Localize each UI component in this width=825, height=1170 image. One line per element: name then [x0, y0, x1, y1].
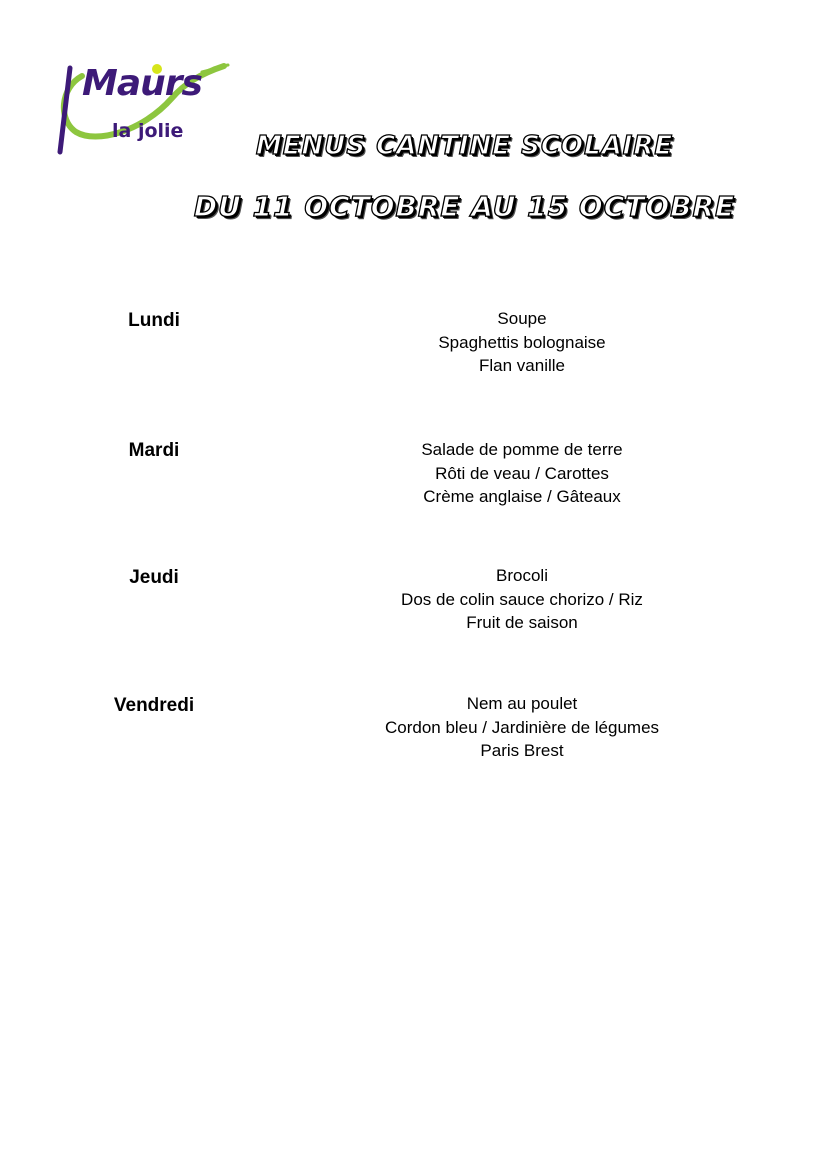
- menu-mardi: [322, 438, 722, 509]
- dish-starter: Salade de pomme de terre: [421, 440, 623, 459]
- menu-vendredi: [322, 692, 722, 763]
- dish-starter: Nem au poulet: [466, 694, 578, 713]
- day-label-mardi: Mardi: [128, 440, 180, 461]
- dish-dessert: Crème anglaise / Gâteaux: [423, 487, 621, 506]
- dish-main: Rôti de veau / Carottes: [435, 463, 609, 483]
- dish-starter: Soupe: [497, 309, 547, 328]
- dish-main: Spaghettis bolognaise: [438, 332, 606, 352]
- dish-dessert: Paris Brest: [480, 741, 564, 760]
- logo-tagline: la jolie: [112, 120, 184, 142]
- day-label-jeudi: Jeudi: [129, 567, 179, 588]
- day-label-lundi: Lundi: [128, 310, 180, 331]
- dish-starter: Brocoli: [496, 566, 548, 585]
- logo-name: Maurs: [82, 63, 202, 104]
- dish-dessert: Flan vanille: [479, 356, 565, 375]
- date-range-title: DU 11 OCTOBRE AU 15 OCTOBRE: [193, 190, 736, 223]
- day-label-vendredi: Vendredi: [113, 695, 195, 716]
- menu-jeudi: [322, 564, 722, 635]
- dish-main: Dos de colin sauce chorizo / Riz: [401, 589, 643, 609]
- page-title: MENUS CANTINE SCOLAIRE: [255, 131, 674, 161]
- dish-main: Cordon bleu / Jardinière de légumes: [384, 717, 660, 737]
- menu-lundi: [322, 307, 722, 378]
- dish-dessert: Fruit de saison: [466, 613, 578, 632]
